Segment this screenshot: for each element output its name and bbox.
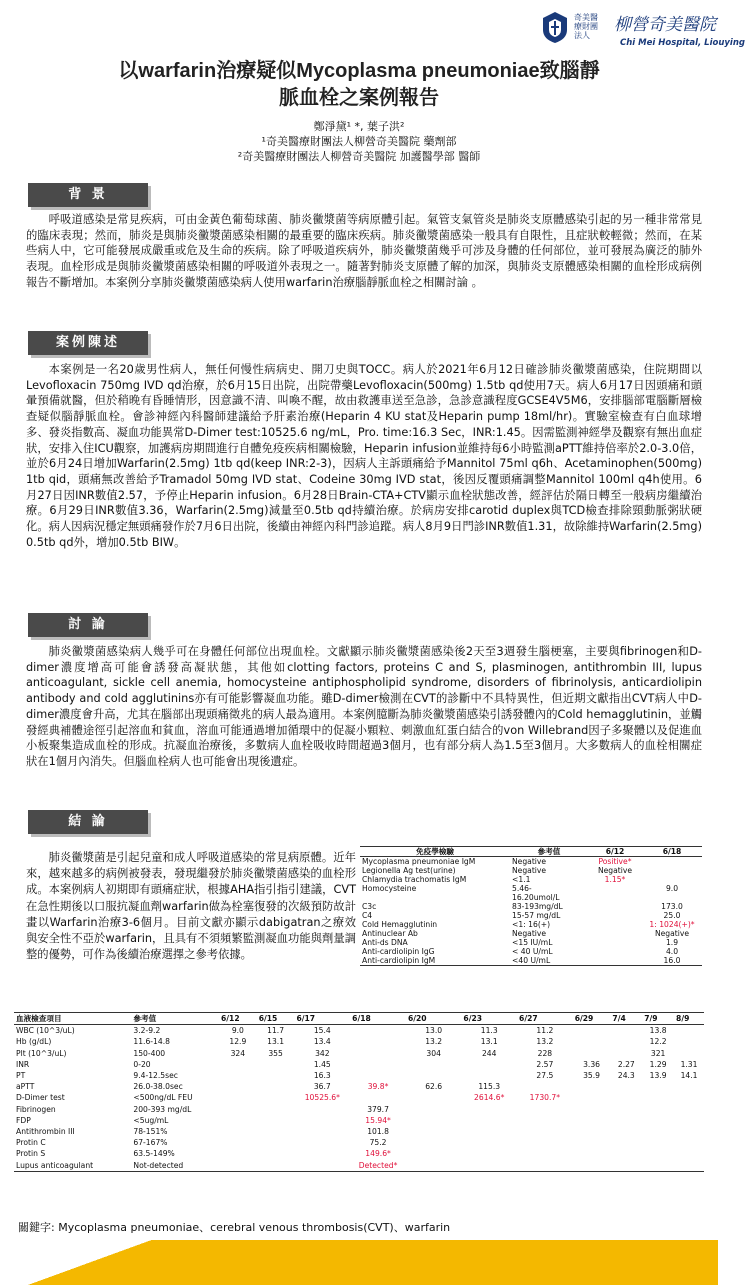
blood-header-row (14, 1013, 704, 1025)
blood-value-cell (674, 1115, 704, 1126)
immunology-value-0612 (588, 938, 642, 947)
blood-value-cell (517, 1137, 573, 1148)
immunology-header-cell: 參考值 (510, 847, 588, 857)
immunology-value-0618: 4.0 (665, 947, 679, 956)
immunology-header-cell: 6/12 (588, 847, 642, 857)
blood-test-name: Antithrombin III (16, 1127, 75, 1137)
blood-value-cell: 149.6* (365, 1149, 391, 1159)
immunology-reference: <1: 16(+) (512, 920, 551, 929)
blood-value-cell (674, 1036, 704, 1047)
blood-test-name: Protin S (16, 1149, 46, 1159)
blood-test-name: INR (16, 1059, 30, 1069)
blood-value-cell (350, 1048, 406, 1059)
keywords (18, 1221, 450, 1235)
immunology-header-row (360, 847, 702, 857)
blood-test-name: Lupus anticoagulant (14, 1160, 131, 1172)
blood-value-cell (517, 1104, 573, 1115)
blood-value-cell: 13.2 (425, 1037, 443, 1047)
blood-row (14, 1137, 704, 1148)
immunology-value-0612 (588, 902, 642, 911)
blood-value-cell: 1.31 (680, 1059, 698, 1069)
blood-value-cell (461, 1148, 517, 1159)
blood-value-cell (294, 1104, 350, 1115)
blood-value-cell (406, 1092, 461, 1103)
immunology-test-name: Chlamydia trachomatis IgM (362, 875, 467, 884)
blood-value-cell (294, 1148, 350, 1159)
blood-value-cell (610, 1025, 642, 1037)
blood-header-cell: 6/23 (461, 1013, 517, 1025)
blood-value-cell (642, 1081, 674, 1092)
blood-value-cell (517, 1126, 573, 1137)
immunology-row (360, 956, 702, 966)
blood-value-cell: 35.9 (583, 1071, 601, 1081)
blood-value-cell: 13.4 (313, 1037, 331, 1047)
blood-reference: <500ng/dL FEU (133, 1093, 193, 1103)
blood-value-cell: 1730.7* (529, 1093, 561, 1103)
immunology-value-0612: Negative (597, 866, 633, 875)
blood-value-cell (294, 1137, 350, 1148)
title-line-1: 以warfarin治療疑似Mycoplasma pneumoniae致腦靜 (118, 60, 600, 82)
immunology-reference: Negative (512, 857, 547, 866)
blood-reference: <5ug/mL (133, 1115, 169, 1125)
blood-value-cell: 13.0 (425, 1026, 443, 1036)
blood-value-cell (573, 1104, 611, 1115)
immunology-test-name: Legionella Ag test(urine) (362, 866, 456, 875)
blood-reference: 63.5-149% (133, 1149, 175, 1159)
immunology-value-0618: 173.0 (661, 902, 683, 911)
blood-header-cell: 6/12 (219, 1013, 257, 1025)
blood-row (14, 1059, 704, 1070)
blood-value-cell (406, 1148, 461, 1159)
blood-value-cell (294, 1115, 350, 1126)
blood-value-cell (674, 1160, 704, 1172)
blood-value-cell (461, 1059, 517, 1070)
blood-header-cell: 7/9 (642, 1013, 674, 1025)
immunology-value-0612: 1.15* (604, 875, 626, 884)
blood-value-cell (573, 1148, 611, 1159)
blood-value-cell: 321 (650, 1048, 666, 1058)
blood-value-cell: 115.3 (478, 1082, 501, 1092)
blood-value-cell (642, 1092, 674, 1103)
blood-value-cell: 228 (537, 1048, 553, 1058)
immunology-value-0612 (588, 911, 642, 920)
immunology-row (360, 902, 702, 911)
blood-value-cell (461, 1104, 517, 1115)
blood-value-cell: 13.9 (649, 1071, 667, 1081)
immunology-value-0612 (588, 929, 642, 938)
blood-value-cell (350, 1059, 406, 1070)
blood-value-cell (610, 1148, 642, 1159)
blood-value-cell: 10525.6* (304, 1093, 340, 1103)
blood-test-table (14, 1012, 704, 1172)
immunology-row (360, 938, 702, 947)
blood-value-cell (257, 1160, 295, 1172)
case-heading: 案例陳述 (28, 331, 148, 355)
blood-value-cell (517, 1115, 573, 1126)
blood-value-cell (461, 1126, 517, 1137)
immunology-value-0618: 9.0 (665, 884, 679, 893)
immunology-reference: < 40 U/mL (512, 947, 553, 956)
blood-value-cell: 16.3 (313, 1071, 331, 1081)
blood-value-cell: 11.3 (480, 1026, 498, 1036)
blood-value-cell (610, 1126, 642, 1137)
logo-hospital-name: 柳營奇美醫院 (614, 15, 716, 35)
blood-value-cell (219, 1059, 257, 1070)
immunology-value-0612 (588, 947, 642, 956)
blood-value-cell (257, 1092, 295, 1103)
immunology-value-0618: 1.9 (665, 938, 679, 947)
immunology-test-name: Anti-cardiolipin IgM (360, 956, 510, 966)
blood-header-cell: 6/18 (350, 1013, 406, 1025)
blood-value-cell (573, 1115, 611, 1126)
blood-value-cell: 324 (230, 1048, 246, 1058)
blood-value-cell (350, 1070, 406, 1081)
blood-value-cell (350, 1025, 406, 1037)
immunology-reference: Negative (512, 866, 547, 875)
blood-value-cell (573, 1048, 611, 1059)
immunology-value-0618: Negative (654, 929, 690, 938)
blood-value-cell (573, 1137, 611, 1148)
blood-value-cell: 13.1 (480, 1037, 498, 1047)
immunology-value-0612: Positive* (598, 857, 632, 866)
affiliation-1: ¹奇美醫療財團法人柳營奇美醫院 藥劑部 (261, 135, 457, 148)
blood-value-cell (294, 1160, 350, 1172)
immunology-value-0618: 1: 1024(+)* (649, 920, 695, 929)
blood-test-name: WBC (10^3/uL) (16, 1026, 75, 1036)
blood-value-cell (257, 1059, 295, 1070)
blood-value-cell (219, 1081, 257, 1092)
poster-title (40, 58, 678, 112)
blood-value-cell: 3.36 (583, 1059, 601, 1069)
blood-row (14, 1126, 704, 1137)
footer-bar (0, 1240, 718, 1285)
blood-test-name: Protin C (16, 1138, 46, 1148)
blood-value-cell (219, 1115, 257, 1126)
background-heading: 背 景 (28, 183, 148, 207)
blood-value-cell (610, 1104, 642, 1115)
blood-value-cell (461, 1137, 517, 1148)
blood-value-cell (610, 1036, 642, 1047)
blood-value-cell (573, 1126, 611, 1137)
blood-row (14, 1104, 704, 1115)
blood-row (14, 1092, 704, 1103)
author-block (0, 119, 718, 164)
discussion-heading: 討 論 (28, 613, 148, 637)
keywords-text: Mycoplasma pneumoniae、cerebral venous thrombosis(CVT)、warfarin (54, 1221, 451, 1234)
blood-value-cell (406, 1115, 461, 1126)
blood-value-cell (610, 1092, 642, 1103)
immunology-row (360, 875, 702, 884)
discussion-text: 肺炎黴漿菌感染病人幾乎可在身體任何部位出現血栓。文獻顯示肺炎黴漿菌感染後2天至3週發生腦梗塞，主要與fibrinogen和D-dimer濃度增高可能會誘發高凝狀態，其他如clotting factors, proteins C and S, plasminogen, antithrombin III, lupus anticoagulant, sickle cell anemia, homocysteine antiphospholipid syndrome, disorders of fibrinolysis, anticardiolipin antibody and cold agglutinins亦有可能影響凝血功能。雖D-dimer檢測在CVT的診斷中不具特異性，但近期文獻指出CVT病人中D-dimer濃度會升高，尤其在腦部出現頭痛徵兆的病人最為適用。本案例臆斷為肺炎黴漿菌感染引誘發體內的Cold hemagglutinin，並觸發經典補體途徑引起溶血和貧血，溶血可能通過增加循環中的促凝小顆粒、刺激血紅蛋白結合的von Willebrand因子多聚體以及促進血小板聚集造成血栓的形成。抗凝血治療後，多數病人血栓吸收時間超過3個月，也有部分病人為1.5至3個月。大多數病人的血栓相關症狀在1個月內消失。但腦血栓病人也可能會出現後遺症。 (26, 645, 702, 768)
blood-value-cell (257, 1104, 295, 1115)
blood-value-cell (257, 1137, 295, 1148)
blood-value-cell (517, 1160, 573, 1172)
immunology-test-name: C3c (362, 902, 377, 911)
blood-value-cell (406, 1059, 461, 1070)
blood-value-cell: 355 (268, 1048, 283, 1058)
blood-header-cell: 8/9 (674, 1013, 704, 1025)
blood-value-cell (219, 1104, 257, 1115)
blood-value-cell (257, 1081, 295, 1092)
blood-value-cell (674, 1137, 704, 1148)
immunology-value-0612 (588, 956, 642, 966)
blood-value-cell (461, 1160, 517, 1172)
blood-test-name: Fibrinogen (16, 1104, 56, 1114)
logo-english-name: Chi Mei Hospital, Liouying (620, 38, 745, 48)
blood-value-cell: 13.2 (536, 1037, 554, 1047)
immunology-reference: <40 U/mL (510, 956, 588, 966)
blood-value-cell (610, 1081, 642, 1092)
blood-value-cell (674, 1092, 704, 1103)
blood-value-cell (642, 1137, 674, 1148)
blood-value-cell (257, 1115, 295, 1126)
blood-value-cell (257, 1126, 295, 1137)
blood-value-cell: 304 (426, 1048, 441, 1058)
blood-value-cell (406, 1126, 461, 1137)
blood-value-cell (461, 1115, 517, 1126)
author-names: 鄭淨黛¹ *, 葉子洪² (313, 120, 405, 133)
blood-value-cell (642, 1104, 674, 1115)
blood-reference: 0-20 (133, 1059, 151, 1069)
blood-test-name: Plt (10^3/uL) (16, 1048, 67, 1058)
blood-value-cell: 1.45 (313, 1059, 331, 1069)
blood-value-cell (573, 1081, 611, 1092)
blood-value-cell: 9.0 (231, 1026, 244, 1036)
blood-value-cell (610, 1137, 642, 1148)
case-text: 本案例是一名20歲男性病人，無任何慢性病病史、開刀史與TOCC。病人於2021年6月12日確診肺炎黴漿菌感染，住院期間以Levofloxacin 750mg IVD qd治療，於6月15日出院，出院帶藥Levofloxacin(500mg) 1.5tb qd使用7天。病人6月17日因頭痛和頭暈預備就醫，但於稍晚有昏睡情形，因意識不清、叫喚不醒，故由救護車送至急診，急診意識程度GCSE4V5M6，安排腦部電腦斷層檢查疑似腦靜脈血栓。會診神經內科醫師建議給予肝素治療(Heparin 4 KU stat及Heparin pump 18ml/hr)。實驗室檢查有白血球增多、發炎指數高、凝血功能異常D-Dimer test:10525.6 ng/mL，Pro. time:16.3 Sec，INR:1.45。因需監測神經學及觀察有無出血症狀，安排入住ICU觀察，加護病房期間進行自體免疫疾病相關檢驗，Heparin infusion並維持每6小時監測aPTT維持倍率於2.0-3.0倍，並於6月24日增加Warfarin(2.5mg) 1tb qd(keep INR:2-3)，因病人主訴頭痛給予Mannitol 75ml q6h、Acetaminophen(500mg) 1tb qid，頭痛無改善給予Tramadol 50mg IVD stat、Codeine 30mg IVD stat，後因反覆頭痛調整Mannitol 100ml q4h使用。6月27日因INR數值2.57，予停止Heparin infusion。6月28日Brain-CTA+CTV顯示血栓狀態改善，經評估於隔日轉至一般病房繼續治療。6月29日INR數值3.36，Warfarin(2.5mg)減量至0.5tb qd持續治療。於病房安排carotid duplex與TCD檢查排除頸動脈粥狀硬化。病人因病況穩定無頭痛發作於7月6日出院，後續由神經內科門診追蹤。病人8月9日門診INR數值1.31，故除維持Warfarin(2.5mg) 0.5tb qd外，增加0.5tb BIW。 (26, 363, 702, 549)
blood-value-cell (219, 1070, 257, 1081)
blood-reference: 3.2-9.2 (133, 1026, 161, 1036)
blood-reference: 200-393 mg/dL (133, 1104, 192, 1114)
immunology-reference: 15-57 mg/dL (512, 911, 561, 920)
blood-value-cell (610, 1115, 642, 1126)
immunology-header-cell: 6/18 (642, 847, 702, 857)
blood-value-cell (610, 1160, 642, 1172)
blood-header-cell: 6/15 (257, 1013, 295, 1025)
blood-value-cell (573, 1160, 611, 1172)
hospital-emblem-icon (540, 10, 570, 44)
blood-value-cell (406, 1070, 461, 1081)
blood-header-cell: 7/4 (610, 1013, 642, 1025)
hospital-logo (540, 8, 745, 52)
immunology-test-name: Homocysteine (362, 884, 417, 893)
immunology-row (360, 920, 702, 929)
blood-row (14, 1048, 704, 1059)
blood-value-cell (517, 1081, 573, 1092)
blood-row (14, 1160, 704, 1172)
blood-value-cell (294, 1126, 350, 1137)
blood-value-cell (674, 1025, 704, 1037)
immunology-value-0618 (642, 875, 702, 884)
blood-test-name: D-Dimer test (16, 1093, 65, 1103)
blood-value-cell: 244 (481, 1048, 497, 1058)
blood-value-cell (674, 1148, 704, 1159)
title-line-2: 脈血栓之案例報告 (279, 87, 439, 109)
immunology-reference: Negative (512, 929, 547, 938)
blood-value-cell (406, 1104, 461, 1115)
blood-value-cell (674, 1126, 704, 1137)
blood-value-cell: 101.8 (367, 1127, 389, 1137)
immunology-value-0618 (642, 857, 702, 867)
blood-value-cell (350, 1036, 406, 1047)
blood-test-name: PT (16, 1071, 26, 1081)
blood-row (14, 1115, 704, 1126)
blood-value-cell (642, 1115, 674, 1126)
blood-value-cell (219, 1160, 257, 1172)
blood-test-name: FDP (16, 1115, 31, 1125)
immunology-row (360, 929, 702, 938)
blood-value-cell (219, 1092, 257, 1103)
blood-value-cell: 12.9 (229, 1037, 247, 1047)
blood-value-cell (610, 1048, 642, 1059)
blood-value-cell: Detected* (350, 1160, 406, 1172)
blood-row (14, 1025, 704, 1037)
immunology-value-0618 (642, 866, 702, 875)
conclusion-heading: 結 論 (28, 810, 148, 834)
blood-value-cell: 11.7 (267, 1026, 285, 1036)
blood-value-cell: 14.1 (680, 1071, 698, 1081)
blood-value-cell (461, 1070, 517, 1081)
blood-value-cell: 75.2 (369, 1138, 387, 1148)
immunology-test-name: Anti-ds DNA (362, 938, 408, 947)
blood-reference: 150-400 (133, 1048, 166, 1058)
immunology-reference: <15 IU/mL (512, 938, 553, 947)
blood-value-cell (406, 1137, 461, 1148)
immunology-value-0618: 25.0 (663, 911, 681, 920)
immunology-row (360, 884, 702, 902)
immunology-header-cell: 免疫學檢驗 (360, 847, 510, 857)
background-text: 呼吸道感染是常見疾病，可由金黃色葡萄球菌、肺炎黴漿菌等病原體引起。氣管支氣管炎是肺炎支原體感染引起的另一種非常常見的臨床表現；然而，肺炎是與肺炎黴漿菌感染相關的最重要的臨床疾病。肺炎黴漿菌感染一般具有自限性，且症狀較輕微；然而，在某些病人中，它可能發展成嚴重或危及生命的疾病。除了呼吸道疾病外，肺炎黴漿菌幾乎可涉及身體的任何部位，並可發展為廣泛的肺外表現。血栓形成是與肺炎黴漿菌感染相關的呼吸道外表現之一。隨著對肺炎支原體了解的加深，與肺炎支原體感染相關的血栓形成病例報告不斷增加。本案例分享肺炎黴漿菌感染病人使用warfarin治療腦靜脈血栓之相關討論 。 (26, 213, 702, 289)
blood-value-cell (642, 1126, 674, 1137)
blood-header-cell: 血液檢查項目 (14, 1013, 131, 1025)
blood-reference: 67-167% (133, 1138, 168, 1148)
blood-value-cell (517, 1148, 573, 1159)
immunology-row (360, 947, 702, 956)
blood-value-cell (406, 1160, 461, 1172)
keywords-label: 關鍵字: (18, 1221, 55, 1234)
blood-value-cell (573, 1092, 611, 1103)
blood-test-name: aPTT (16, 1082, 35, 1092)
blood-value-cell: 2.27 (617, 1059, 635, 1069)
immunology-value-0612 (588, 884, 642, 902)
blood-value-cell: 11.2 (536, 1026, 554, 1036)
blood-value-cell: 1.29 (649, 1059, 667, 1069)
blood-value-cell (674, 1104, 704, 1115)
blood-row (14, 1070, 704, 1081)
blood-value-cell: 39.8* (367, 1082, 389, 1092)
immunology-test-name: Antinuclear Ab (362, 929, 418, 938)
immunology-row (360, 857, 702, 867)
blood-value-cell: 62.6 (425, 1082, 443, 1092)
immunology-row (360, 911, 702, 920)
affiliation-2: ²奇美醫療財團法人柳營奇美醫院 加護醫學部 醫師 (237, 150, 481, 163)
blood-header-cell: 6/27 (517, 1013, 573, 1025)
blood-reference: Not-detected (131, 1160, 219, 1172)
blood-value-cell (257, 1148, 295, 1159)
blood-reference: 9.4-12.5sec (133, 1071, 178, 1081)
blood-value-cell (350, 1092, 406, 1103)
blood-row (14, 1081, 704, 1092)
blood-test-name: Hb (g/dL) (16, 1037, 52, 1047)
logo-foundation: 奇美醫療財團法人 (574, 13, 598, 40)
blood-value-cell (219, 1148, 257, 1159)
immunology-value-0618: 16.0 (642, 956, 702, 966)
blood-row (14, 1148, 704, 1159)
blood-value-cell (257, 1070, 295, 1081)
blood-row (14, 1036, 704, 1047)
blood-value-cell: 342 (315, 1048, 330, 1058)
blood-value-cell (573, 1025, 611, 1037)
immunology-value-0612 (588, 920, 642, 929)
blood-value-cell: 2.57 (536, 1059, 554, 1069)
immunology-test-name: Cold Hemagglutinin (362, 920, 438, 929)
immunology-reference: 5.46- 16.20umol/L (512, 884, 560, 902)
immunology-table (360, 846, 702, 966)
blood-header-cell: 參考值 (131, 1013, 219, 1025)
immunology-test-name: Mycoplasma pneumoniae IgM (362, 857, 476, 866)
blood-value-cell: 27.5 (536, 1071, 554, 1081)
blood-header-cell: 6/20 (406, 1013, 461, 1025)
blood-value-cell: 2614.6* (474, 1093, 505, 1103)
blood-header-cell: 6/17 (294, 1013, 350, 1025)
immunology-reference: 83-193mg/dL (512, 902, 563, 911)
blood-value-cell: 379.7 (367, 1104, 389, 1114)
blood-value-cell: 15.4 (313, 1026, 331, 1036)
blood-value-cell: 24.3 (617, 1071, 635, 1081)
blood-reference: 11.6-14.8 (133, 1037, 170, 1047)
blood-value-cell: 15.94* (365, 1115, 391, 1125)
blood-value-cell (674, 1048, 704, 1059)
immunology-test-name: C4 (362, 911, 373, 920)
immunology-row (360, 866, 702, 875)
blood-value-cell (642, 1148, 674, 1159)
blood-value-cell (219, 1126, 257, 1137)
blood-value-cell: 36.7 (313, 1082, 331, 1092)
blood-value-cell: 12.2 (649, 1037, 667, 1047)
blood-value-cell (674, 1081, 704, 1092)
blood-value-cell: 13.8 (649, 1026, 667, 1036)
blood-value-cell (219, 1137, 257, 1148)
blood-value-cell: 13.1 (267, 1037, 285, 1047)
blood-reference: 78-151% (133, 1127, 168, 1137)
immunology-reference: <1.1 (512, 875, 531, 884)
blood-value-cell (642, 1160, 674, 1172)
blood-reference: 26.0-38.0sec (133, 1082, 183, 1092)
blood-value-cell (573, 1036, 611, 1047)
blood-header-cell: 6/29 (573, 1013, 611, 1025)
conclusion-text: 肺炎黴漿菌是引起兒童和成人呼吸道感染的常見病原體。近年來，越來越多的病例被發表，發現繼發於肺炎黴漿菌感染的血栓形成。本案例病人初期即有頭痛症狀，根據AHA指引指引建議，CVT在急性期後以口服抗凝血劑warfarin做為栓塞復發的次級預防故計畫以Warfarin治療3-6個月。目前文獻亦顯示dabigatran之療效與安全性不亞於warfarin，且具有不須頻繁監測凝血功能與劑量調整的優勢，可作為後續治療選擇之參考依據。 (26, 851, 356, 962)
immunology-test-name: Anti-cardiolipin IgG (362, 947, 435, 956)
